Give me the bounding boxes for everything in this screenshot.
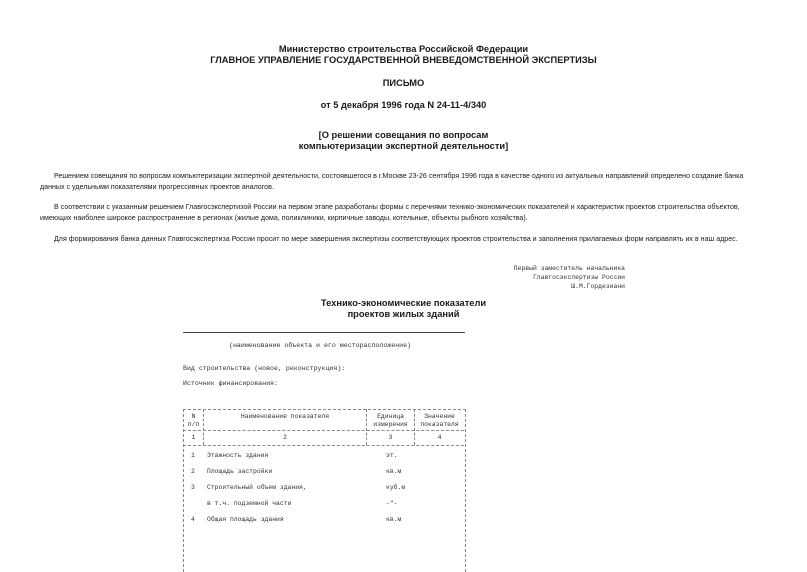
header-name: Наименование показателя — [240, 413, 330, 420]
row-indicator: в т.ч. подземной части — [207, 500, 292, 507]
body-paragraph: Для формирования банка данных Главгосэкспертиза России просит по мере завершения экспертизы соответствующих проектов строительства и заполнения прилагаемых форм направлять их в наш адрес. — [54, 235, 738, 243]
row-number: 1 — [191, 452, 195, 459]
construction-type-label: Вид строительства (новое, реконструкция): — [183, 365, 346, 372]
row-indicator: Строительный объем здания, — [207, 484, 307, 491]
row-number: 3 — [191, 484, 195, 491]
form-title-line-1: Технико-экономические показатели — [320, 298, 487, 308]
object-caption: (наименование объекта и его месторасположение) — [229, 342, 412, 349]
row-unit: кв.м — [386, 516, 402, 523]
row-indicator: Этажность здания — [207, 452, 269, 459]
form-title-line-2: проектов жилых зданий — [347, 309, 460, 319]
row-indicator: Площадь застройки — [207, 468, 273, 475]
column-number: 1 — [191, 434, 196, 441]
body-paragraph: Решением совещания по вопросам компьютеризации экспертной деятельности, состоявшегося в г.Москве 23-26 сентября 1996 года в качестве одного из актуальных направлений определено создание банка данных с удельными показателями прогрессивных проектов аналогов. — [40, 172, 744, 191]
column-number: 3 — [388, 434, 393, 441]
row-unit: -"- — [386, 500, 398, 507]
table-divider — [183, 430, 464, 431]
signatory-position-1: Первый заместитель начальника — [513, 265, 625, 272]
header-unit: Единица измерения — [373, 413, 408, 428]
row-number: 2 — [191, 468, 195, 475]
row-unit: куб.м — [386, 484, 406, 491]
department-name: ГЛАВНОЕ УПРАВЛЕНИЕ ГОСУДАРСТВЕННОЙ ВНЕВЕДОМСТВЕННОЙ ЭКСПЕРТИЗЫ — [210, 55, 597, 65]
object-name-line — [183, 332, 465, 333]
signatory-name: Ш.М.Гордезиани — [571, 283, 625, 290]
row-indicator: Общая площадь здания — [207, 516, 284, 523]
subject-line-1: [О решении совещания по вопросам — [318, 130, 489, 140]
signatory-position-2: Главгосэкспертизы России — [532, 274, 625, 281]
row-number: 4 — [191, 516, 195, 523]
row-unit: эт. — [386, 452, 398, 459]
header-value: Значение показателя — [420, 413, 459, 428]
document-type: ПИСЬМО — [382, 78, 425, 88]
document-date-number: от 5 декабря 1996 года N 24-11-4/340 — [320, 100, 487, 110]
table-divider — [183, 445, 464, 446]
ministry-name: Министерство строительства Российской Федерации — [278, 44, 529, 54]
header-number: N п/п — [187, 413, 200, 428]
subject-line-2: компьютеризации экспертной деятельности] — [298, 141, 509, 151]
row-unit: кв.м — [386, 468, 402, 475]
funding-source-label: Источник финансирования: — [183, 380, 278, 387]
column-number: 4 — [437, 434, 442, 441]
body-paragraph: В соответствии с указанным решением Главгосэкспертизой России на первом этапе разработаны формы с перечнями технико-экономических показателей и характеристик проектов строительства объектов, имеющих наиболее широкое распространение в регионах (жилые дома, поликлиники, кирпичные заводы, котельные, объекты рыбного хозяйства). — [40, 203, 740, 222]
column-number: 2 — [283, 434, 287, 441]
